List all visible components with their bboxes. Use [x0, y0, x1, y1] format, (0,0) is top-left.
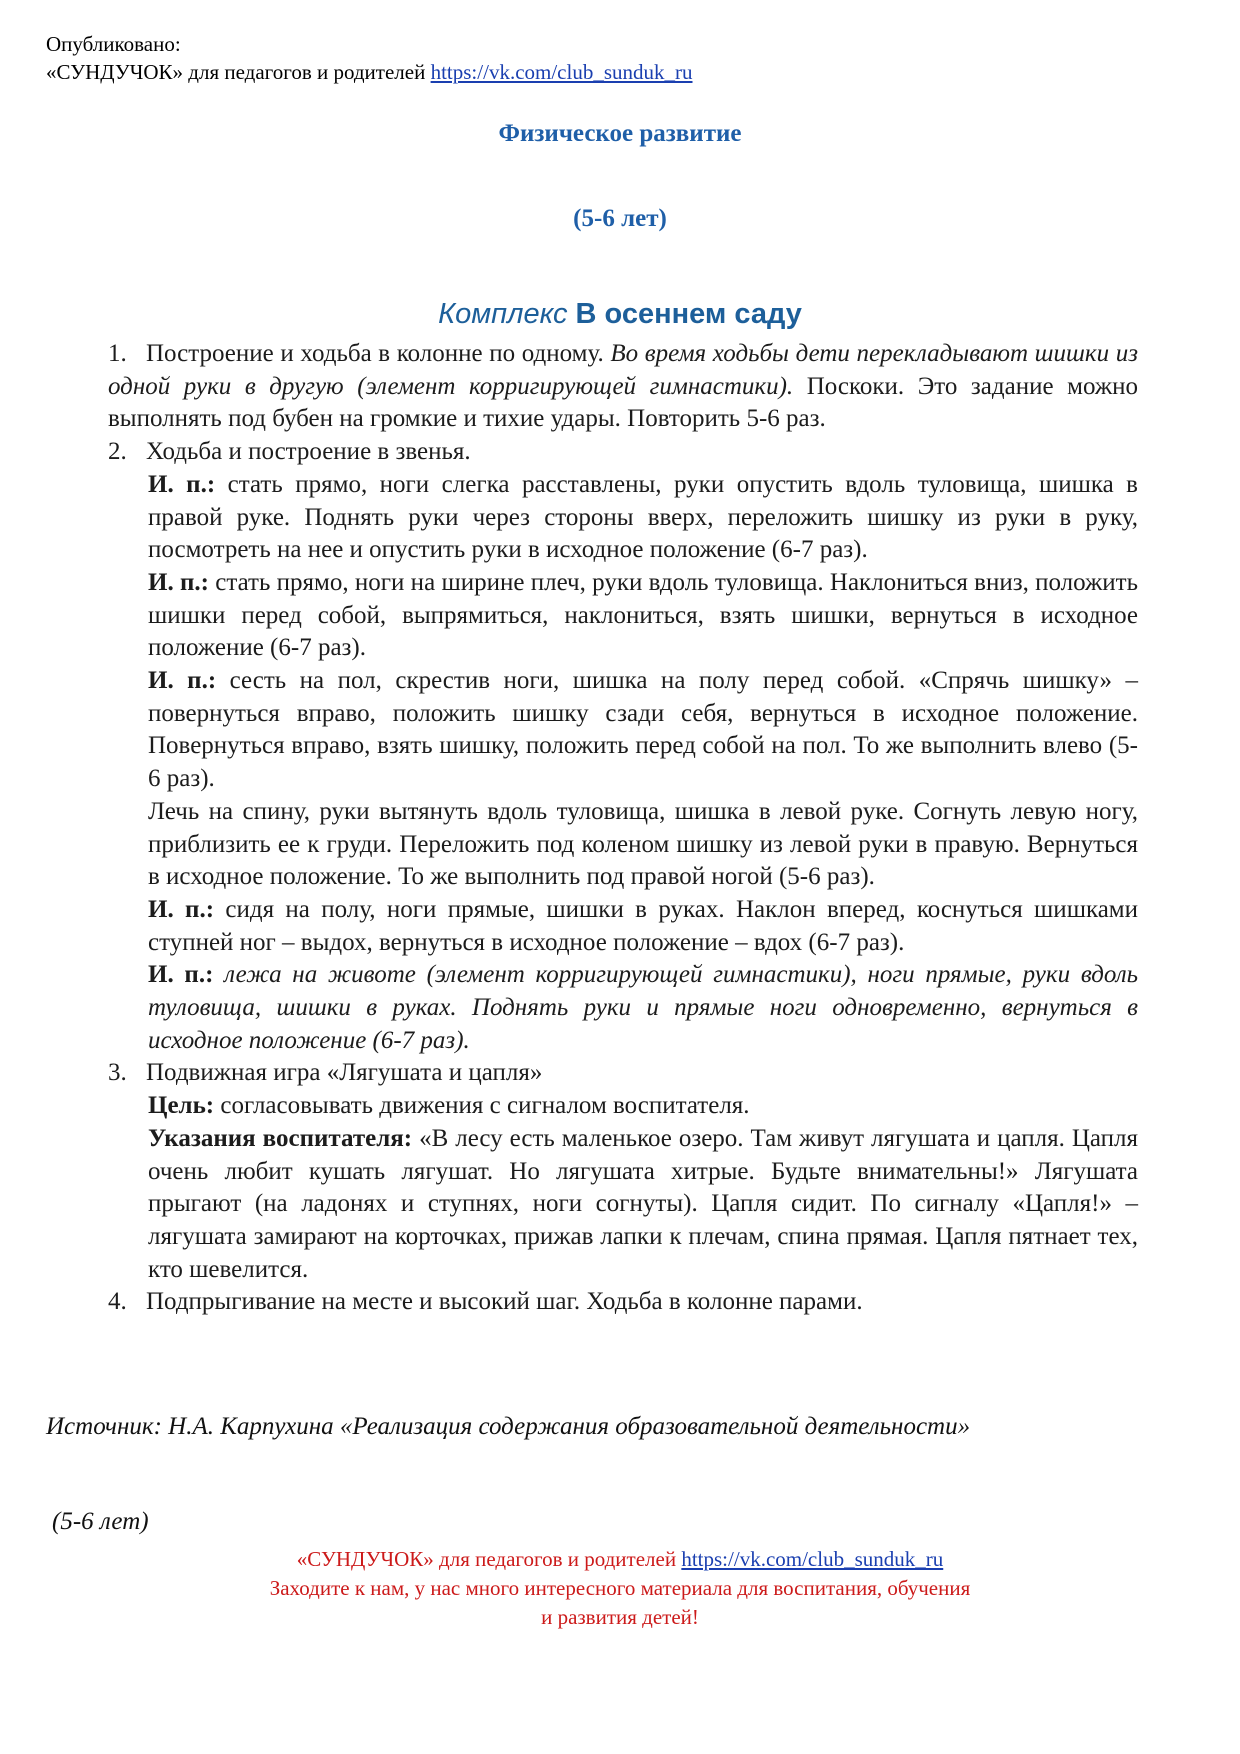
age-range: (5-6 лет)	[573, 205, 667, 232]
game-instructions: Указания воспитателя: «В лесу есть маленькое озеро. Там живут лягушата и цапля. Цапля очень любит кушать лягушат. Но лягушата хитрые. Будьте внимательны!» Лягушата прыгают (на ладонях и ступнях, ноги согнуты). Цапля сидит. По сигналу «Цапля!» – лягушата замирают на корточках, прижав лапки к плечам, спина прямая. Цапля пятнает тех, кто шевелится.	[148, 1124, 1138, 1283]
footer	[0, 1545, 1240, 1632]
published-label: Опубликовано:	[46, 32, 181, 56]
item-number: 4.	[108, 1288, 127, 1316]
list-item: 2. Ходьба и построение в звенья.	[108, 436, 1138, 469]
list-item: 3. Подвижная игра «Лягушата и цапля»	[108, 1057, 1138, 1090]
complex-name: В осеннем саду	[575, 298, 802, 330]
exercise-4: Лечь на спину, руки вытянуть вдоль туловища, шишка в левой руке. Согнуть левую ногу, приблизить ее к груди. Переложить под коленом шишку из левой руки в правую. Вернуться в исходное положение. То же выполнить под правой ногой (5-6 раз).	[148, 797, 1138, 891]
exercise-list	[108, 338, 1138, 1319]
published-org-line	[46, 58, 693, 86]
exercise-1: И. п.: стать прямо, ноги слегка расставлены, руки опустить вдоль туловища, шишка в правой руке. Поднять руки через стороны вверх, переложить шишку из руки в руку, посмотреть на нее и опустить руки в исходное положение (6-7 раз).	[148, 470, 1138, 564]
exercise-3: И. п.: сесть на пол, скрестив ноги, шишка на полу перед собой. «Спрячь шишку» – повернуться вправо, положить шишку сзади себя, вернуться в исходное положение. Повернуться вправо, взять шишку, положить перед собой на пол. То же выполнить влево (5-6 раз).	[148, 667, 1138, 793]
footer-org-line	[0, 1545, 1240, 1574]
exercise-5: И. п.: сидя на полу, ноги прямые, шишки в руках. Наклон вперед, коснуться шишками ступней ног – выдох, вернуться в исходное положение – вдох (6-7 раз).	[148, 895, 1139, 956]
exercise-2: И. п.: стать прямо, ноги на ширине плеч, руки вдоль туловища. Наклониться вниз, положить шишки перед собой, выпрямиться, наклониться, взять шишки, вернуться в исходное положение (6-7 раз).	[148, 568, 1139, 662]
age-range-repeat: (5-6 лет)	[52, 1508, 149, 1535]
org-name: «СУНДУЧОК» для педагогов и родителей	[46, 60, 426, 84]
page-title: Физическое развитие	[498, 120, 742, 147]
item-number: 2.	[108, 438, 127, 466]
footer-invite: Заходите к нам, у нас много интересного материала для воспитания, обучения	[269, 1576, 971, 1600]
list-item: 4. Подпрыгивание на месте и высокий шаг. Ходьба в колонне парами.	[108, 1286, 1138, 1319]
source-citation: Источник: Н.А. Карпухина «Реализация содержания образовательной деятельности»	[46, 1413, 971, 1440]
item-number: 3.	[108, 1059, 127, 1087]
list-item: 1. Построение и ходьба в колонне по одному. Во время ходьбы дети перекладывают шишки из одной руки в другую (элемент корригирующей гимнастики). Поскоки. Это задание можно выполнять под бубен на громкие и тихие удары. Повторить 5-6 раз.	[108, 340, 1139, 433]
exercise-6: И. п.: лежа на животе (элемент корригирующей гимнастики), ноги прямые, руки вдоль туловища, шишки в руках. Поднять руки и прямые ноги одновременно, вернуться в исходное положение (6-7 раз).	[148, 961, 1138, 1054]
game-goal: Цель: согласовывать движения с сигналом воспитателя.	[148, 1092, 750, 1120]
complex-prefix: Комплекс	[438, 298, 568, 330]
complex-title	[0, 298, 1240, 331]
published-block	[46, 30, 693, 86]
footer-org-name: «СУНДУЧОК» для педагогов и родителей	[296, 1547, 677, 1571]
item-number: 1.	[108, 340, 127, 367]
footer-invite-2: и развития детей!	[541, 1605, 699, 1629]
footer-vk-link[interactable]: https://vk.com/club_sunduk_ru	[681, 1547, 944, 1571]
vk-link[interactable]: https://vk.com/club_sunduk_ru	[430, 60, 693, 84]
